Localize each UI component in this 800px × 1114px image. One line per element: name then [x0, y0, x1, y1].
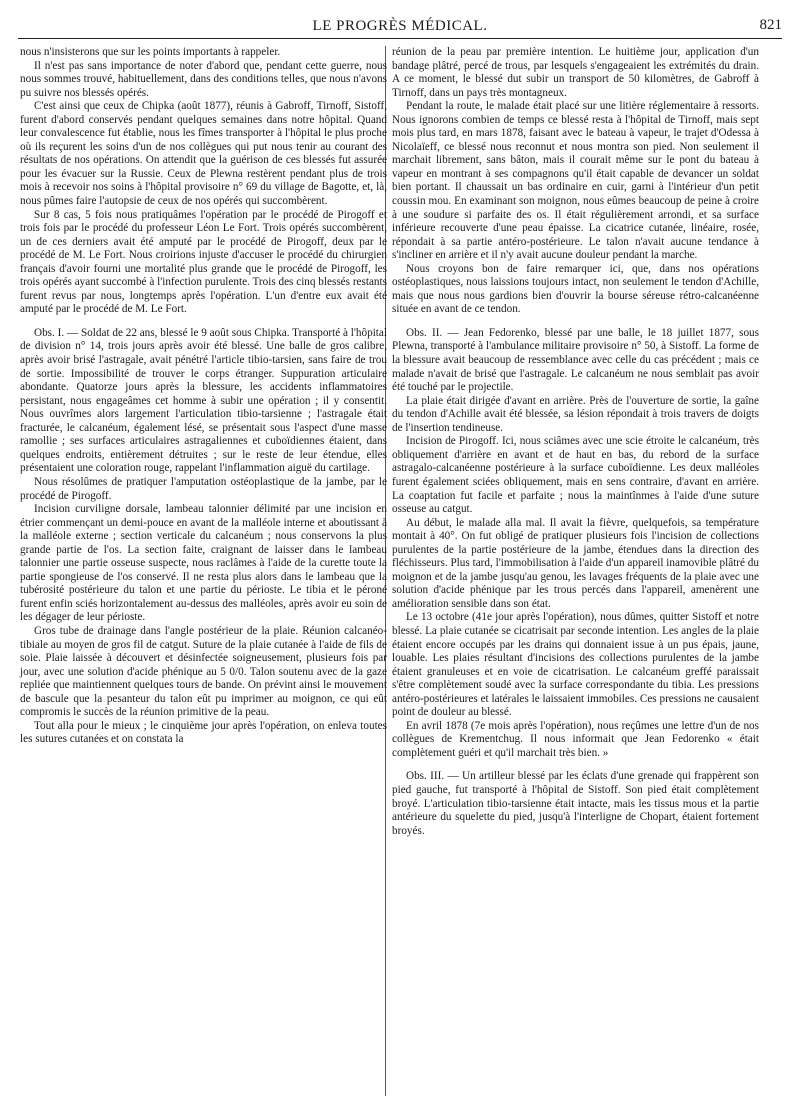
observation-paragraph: Obs. III. — Un artilleur blessé par les éclats d'une grenade qui frappèrent son pied gauche, fut transporté à l'hôpital de Sistoff. Son pied était complètement broyé. L'articulation tibio-tarsienne était intacte, mais les tissus mous et la partie antérieure du squelette du pied, jusqu'à l'interligne de Chopart, étaient fortement broyés.	[392, 770, 759, 837]
page-number: 821	[759, 17, 782, 33]
running-header	[18, 14, 782, 39]
paragraph: Pendant la route, le malade était placé sur une litière réglementaire à ressorts. Nous ignorons combien de temps ce blessé resta à l'hôpital de Tirnoff, mais sept mois plus tard, en mars 1878, faisant avec le bateau à vapeur, le trajet d'Odessa à Nicolaïeff, ce blessé nous reconnut et nous montra son pied. Non seulement il marchait librement, sans bâton, mais il courait même sur le pont du bateau à vapeur en montrant à ses compagnons qu'il était capable de devancer un soldat bien portant. Il chaussait un bas ordinaire en cuir, garni à l'intérieur d'un petit coussin mou. En examinant son moignon, nous eûmes beaucoup de peine à croire à une soudure si parfaite des os. Il était régulièrement arrondi, et sa surface inférieure recouverte d'une peau épaisse. La cicatrice cutanée, linéaire, rosée, répondait à sa partie antéro-postérieure. Le talon n'avait aucune tendance à s'incliner en arrière et il n'y avait aucune douleur pendant la marche.	[392, 100, 759, 262]
paragraph: Tout alla pour le mieux ; le cinquième jour après l'opération, on enleva toutes les sutures cutanées et on constata la	[20, 719, 387, 746]
paragraph: Incision de Pirogoff. Ici, nous sciâmes avec une scie étroite le calcanéum, très obliquement d'arrière en avant et de haut en bas, du rebord de la surface astragalo-calcanéenne postérieure à la surface cuboïdienne. Les deux malléoles furent également sciées obliquement, mais en sens contraire, d'avant en arrière. La coaptation fut facile et parfaite ; nous la maintînmes à l'aide d'une suture osseuse au catgut.	[392, 435, 759, 516]
paragraph: En avril 1878 (7e mois après l'opération), nous reçûmes une lettre d'un de nos collègues de Krementchug. Il nous informait que Jean Fedorenko « était complètement guéri et qu'il marchait très bien. »	[392, 719, 759, 759]
observation-paragraph: Obs. I. — Soldat de 22 ans, blessé le 9 août sous Chipka. Transporté à l'hôpital de division n° 14, trois jours après avoir été blessé. Une balle de gros calibre, après avoir brisé l'astragale, avait pénétré l'article tibio-tarsien, sans faire de trou de sortie. Impossibilité de trouver le corps étranger. Suppuration articulaire abondante. Quatorze jours après la blessure, les accidents inflammatoires persistant, nous engageâmes cet homme à subir une opération ; il y consentit. Nous ouvrîmes alors largement l'articulation tibio-tarsienne ; l'astragale était fracturée, le calcanéum, également lésé, se présentait sous l'aspect d'une masse ramollie ; ses surfaces articulaires astragaliennes et cuboïdiennes étaient, dans quelques endroits, entièrement détruites ; sur le reste de leur étendue, elles présentaient une coloration rouge, rappelant l'inflammation aiguë du cartilage.	[20, 326, 387, 475]
paragraph: Incision curviligne dorsale, lambeau talonnier délimité par une incision en étrier commençant un demi-pouce en avant de la malléole interne et aboutissant à la malléole externe ; section verticale du calcanéum ; nous conservons la plus grande partie de l'os. La section faite, craignant de laisser dans le lambeau talonnier une partie osseuse suspecte, nous raclâmes à l'aide de la curette toute la partie spongieuse de l'os conservé. Il ne resta plus alors dans le lambeau que la tubérosité postérieure du talon et une partie du périoste. Le tibia et le péroné furent enfin sciés horizontalement au-dessus des malléoles, après avoir eu soin de les dégager de leur périoste.	[20, 503, 387, 624]
paragraph: Sur 8 cas, 5 fois nous pratiquâmes l'opération par le procédé de Pirogoff et trois fois par le procédé du professeur Léon Le Fort. Trois opérés succombèrent, un de ces derniers avait été amputé par le procédé de Pirogoff, deux par le procédé de M. Le Fort. Nous croirions injuste d'accuser le procédé du chirurgien français d'avoir fourni une mortalité plus grande que le procédé de Pirogoff, les trois opérés ayant succombé à l'infection purulente. Trois des cinq blessés restants furent revus par nous, longtemps après l'opération. L'un d'entre eux avait été amputé par le procédé de M. Le Fort.	[20, 208, 387, 316]
paragraph: Au début, le malade alla mal. Il avait la fièvre, quelquefois, sa température montait à 40°. On fut obligé de pratiquer plusieurs fois l'incision de collections purulentes de la partie postérieure de la jambe, étendues dans la direction des fléchisseurs. Plus tard, l'immobilisation à l'aide d'un appareil inamovible plâtré du moignon et de la jambe jusqu'au genou, les lavages fréquents de la plaie avec une solution d'acide phénique par les trous percés dans l'appareil, amenèrent une amélioration sensible dans son état.	[392, 516, 759, 610]
paragraph: nous n'insisterons que sur les points importants à rappeler.	[20, 46, 281, 58]
right-column	[392, 46, 759, 838]
paragraph: Le 13 octobre (41e jour après l'opération), nous dûmes, quitter Sistoff et notre blessé. La plaie cutanée se cicatrisait par seconde intention. Les angles de la plaie étaient encore occupés par les drains qui donnaient issue à un pus épais, jaune, louable. Les plaies résultant d'incisions des collections purulentes de la jambe étaient granuleuses et en voie de cicatrisation. Le calcanéum greffé paraissait s'être complètement soudé avec la surface correspondante du tibia. Les pressions antéro-postérieures et latérales le laissaient immobiles. Ces pressions ne causaient point de douleur au blessé.	[392, 611, 759, 719]
paragraph: Nous croyons bon de faire remarquer ici, que, dans nos opérations ostéoplastiques, nous laissions toujours intact, non seulement le tendon d'Achille, mais que nous nous gardions bien d'ouvrir la bourse séreuse rétro-calcanéenne située en avant de ce tendon.	[392, 262, 759, 316]
paragraph: réunion de la peau par première intention. Le huitième jour, application d'un bandage plâtré, percé de trous, par lesquels s'engageaient les extrémités du drain. A ce moment, le blessé dut subir un transport de 50 kilomètres, de Gabroff à Tirnoff, dans un pays très montagneux.	[392, 46, 759, 99]
paragraph: Il n'est pas sans importance de noter d'abord que, pendant cette guerre, nous nous sommes trouvé, habituellement, dans des conditions telles, que nous n'avons pu suivre nos blessés opérés.	[20, 59, 387, 99]
left-column	[20, 46, 387, 747]
observation-paragraph: Obs. II. — Jean Fedorenko, blessé par une balle, le 18 juillet 1877, sous Plewna, transporté à l'ambulance militaire provisoire n° 50, à Sistoff. La forme de la blessure avait beaucoup de ressemblance avec celle du cas précédent ; mais ce malade n'avait de brisé que l'astragale. Le calcanéum ne nous semblait pas avoir été touché par le projectile.	[392, 326, 759, 394]
paragraph: C'est ainsi que ceux de Chipka (août 1877), réunis à Gabroff, Tirnoff, Sistoff, furent d'abord conservés pendant quelques semaines dans notre hôpital. Quand leur convalescence fut établie, nous les fîmes transporter à l'hôpital le plus proche où ils reçurent les soins d'un de nos collègues qui put nous tenir au courant des résultats de nos opérations. On attendit que la guérison de ces blessés fut assurée pour les évacuer sur la Russie. Ceux de Plewna restèrent pendant plus de trois mois à recevoir nos soins à l'hôpital provisoire n° 69 du village de Bagotte, et, là, nous pûmes faire l'autopsie de ceux de nos opérés qui succombèrent.	[20, 100, 387, 208]
paragraph: La plaie était dirigée d'avant en arrière. Près de l'ouverture de sortie, la gaîne du tendon d'Achille avait été blessée, sa lésion répondait à trois travers de doigts de l'insertion tendineuse.	[392, 394, 759, 434]
journal-title: LE PROGRÈS MÉDICAL.	[312, 18, 488, 34]
paragraph: Gros tube de drainage dans l'angle postérieur de la plaie. Réunion calcanéo-tibiale au moyen de gros fil de catgut. Suture de la plaie cutanée à l'aide de fils de soie. Plaie laissée à découvert et désinfectée soigneusement, plusieurs fois par jour, avec une solution d'acide phénique au 5 0/0. Talon soutenu avec de la gaze repliée que maintiennent quelques tours de bande. On prévint ainsi le mouvement de bascule que la pesanteur du talon eût pu imprimer au moignon, ce qui eût compromis le succès de la réunion primitive de la peau.	[20, 624, 387, 719]
paragraph: Nous résolûmes de pratiquer l'amputation ostéoplastique de la jambe, par le procédé de Pirogoff.	[20, 475, 387, 502]
